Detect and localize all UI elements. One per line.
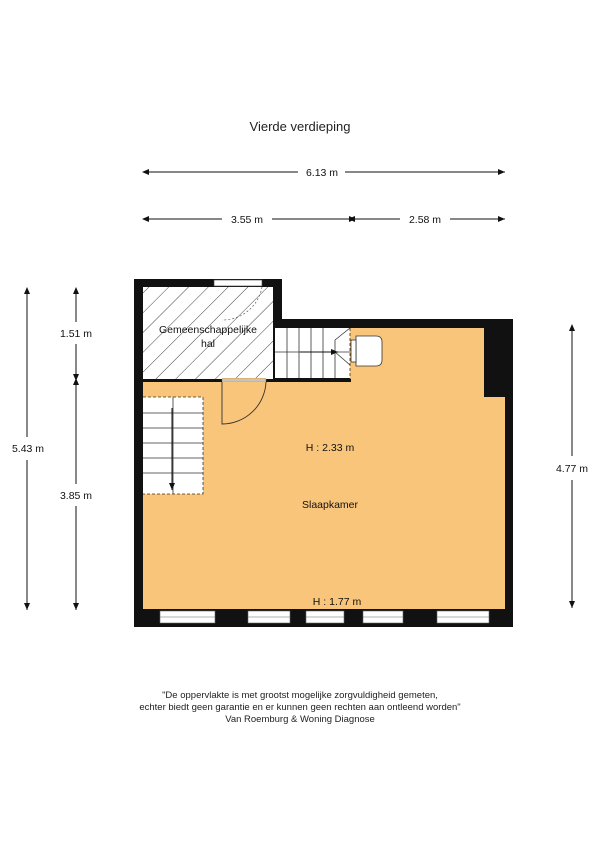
ceiling-height-low: H : 1.77 m (312, 596, 362, 608)
hall-label-line1: Gemeenschappelijke (158, 324, 258, 336)
windows (160, 611, 489, 623)
dim-right-height-label: 4.77 m (555, 463, 589, 475)
chimney-block (484, 328, 505, 397)
dim-room-height-label: 3.85 m (59, 490, 93, 502)
dim-left-width-label: 3.55 m (230, 214, 264, 226)
dim-total-width-label: 6.13 m (305, 167, 339, 179)
hall-entrance-sill (214, 280, 262, 286)
ceiling-height-main: H : 2.33 m (305, 442, 355, 454)
door-sill (222, 379, 266, 381)
dim-right-width-label: 2.58 m (408, 214, 442, 226)
upper-stair (275, 328, 350, 378)
disclaimer (0, 690, 600, 726)
dim-total-height-left-label: 5.43 m (11, 443, 45, 455)
disclaimer-line1: "De oppervlakte is met grootst mogelijke zorgvuldigheid gemeten, (162, 690, 438, 701)
bedroom-floor-right-strip (484, 397, 505, 409)
disclaimer-line2: echter biedt geen garantie en er kunnen geen rechten aan ontleend worden" (139, 702, 461, 713)
floor-title: Vierde verdieping (249, 119, 351, 134)
toilet-fixture (351, 336, 382, 366)
disclaimer-line3: Van Roemburg & Woning Diagnose (225, 714, 375, 725)
bedroom-label: Slaapkamer (301, 499, 359, 511)
dim-hall-height-label: 1.51 m (59, 328, 93, 340)
hall-label-line2: hal (200, 338, 216, 350)
